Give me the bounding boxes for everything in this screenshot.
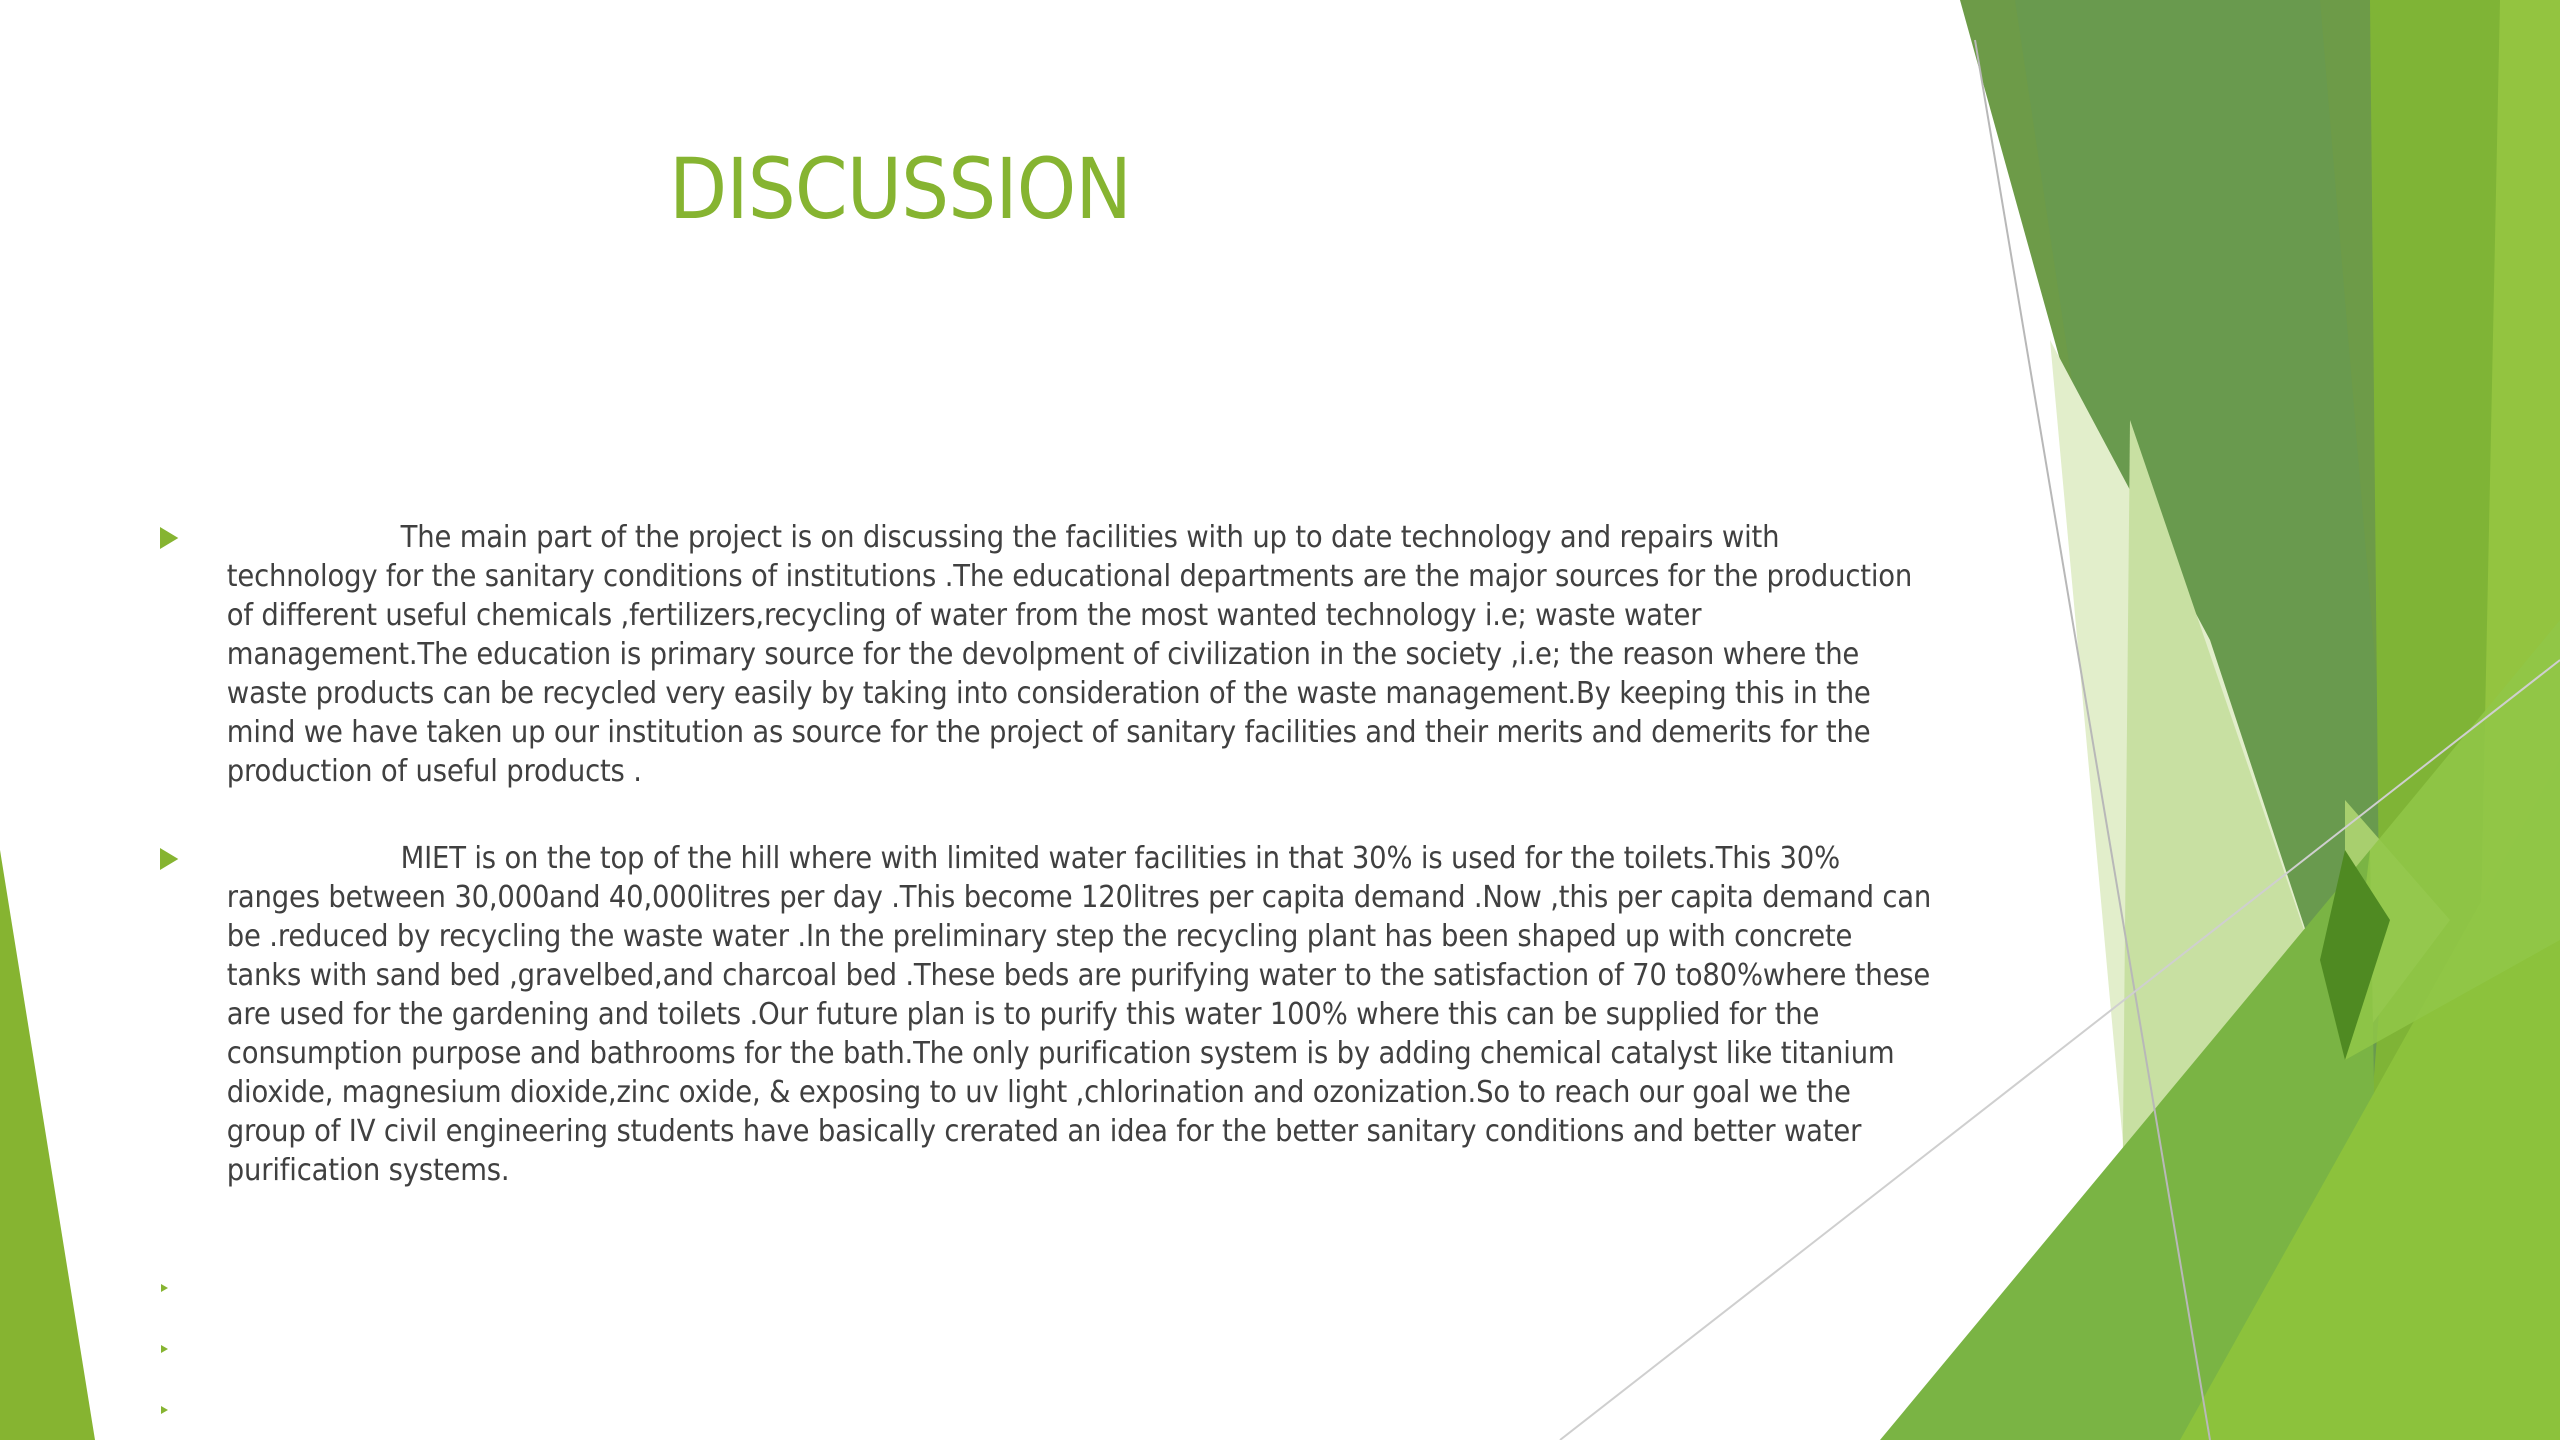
paragraph-2-text: MIET is on the top of the hill where with limited water facilities in that 30% is used for the toilets.This 30% ranges between 30,000and 40,000litres per day .This become 120litres per capita demand .Now ,this per capita demand can be .reduced by recycling the waste water .In the preliminary step the recycling plant has been shaped up with concrete tanks with sand bed ,gravelbed,and charcoal bed .These beds are purifying water to the satisfaction of 70 to80%where these are used for the gardening and toilets .Our future plan is to purify this water 100% where this can be supplied for the consumption purpose and bathrooms for the bath.The only purification system is by adding chemical catalyst like titanium dioxide, magnesium dioxide,zinc oxide, & exposing to uv light ,chlorination and ozonization.So to reach our goal we the group of IV civil engineering students have basically crerated an idea for the better sanitary conditions and better water purification systems.: [226, 841, 1932, 1188]
triangle-bullet-icon: [160, 527, 178, 549]
paragraph-1: [160, 518, 1934, 791]
slide-title: DISCUSSION: [669, 140, 1131, 238]
left-sliver: [0, 850, 95, 1440]
paragraph-1-text: The main part of the project is on discussing the facilities with up to date technology and repairs with technology for the sanitary conditions of institutions .The educational departments are the major sources for the production of different useful chemicals ,fertilizers,recycling of water from the most wanted technology i.e; waste water management.The education is primary source for the devolpment of civilization in the society ,i.e; the reason where the waste products can be recycled very easily by taking into consideration of the waste management.By keeping this in the mind we have taken up our institution as source for the project of sanitary facilities and their merits and demerits for the production of useful products .: [226, 520, 1913, 789]
small-triangle-bullet-icon: [161, 1284, 168, 1292]
slide-body: [160, 518, 1932, 1238]
triangle-bullet-icon: [160, 848, 178, 870]
paragraph-2: [160, 839, 1934, 1190]
small-triangle-bullet-icon: [161, 1406, 168, 1414]
small-triangle-bullet-icon: [161, 1345, 168, 1353]
